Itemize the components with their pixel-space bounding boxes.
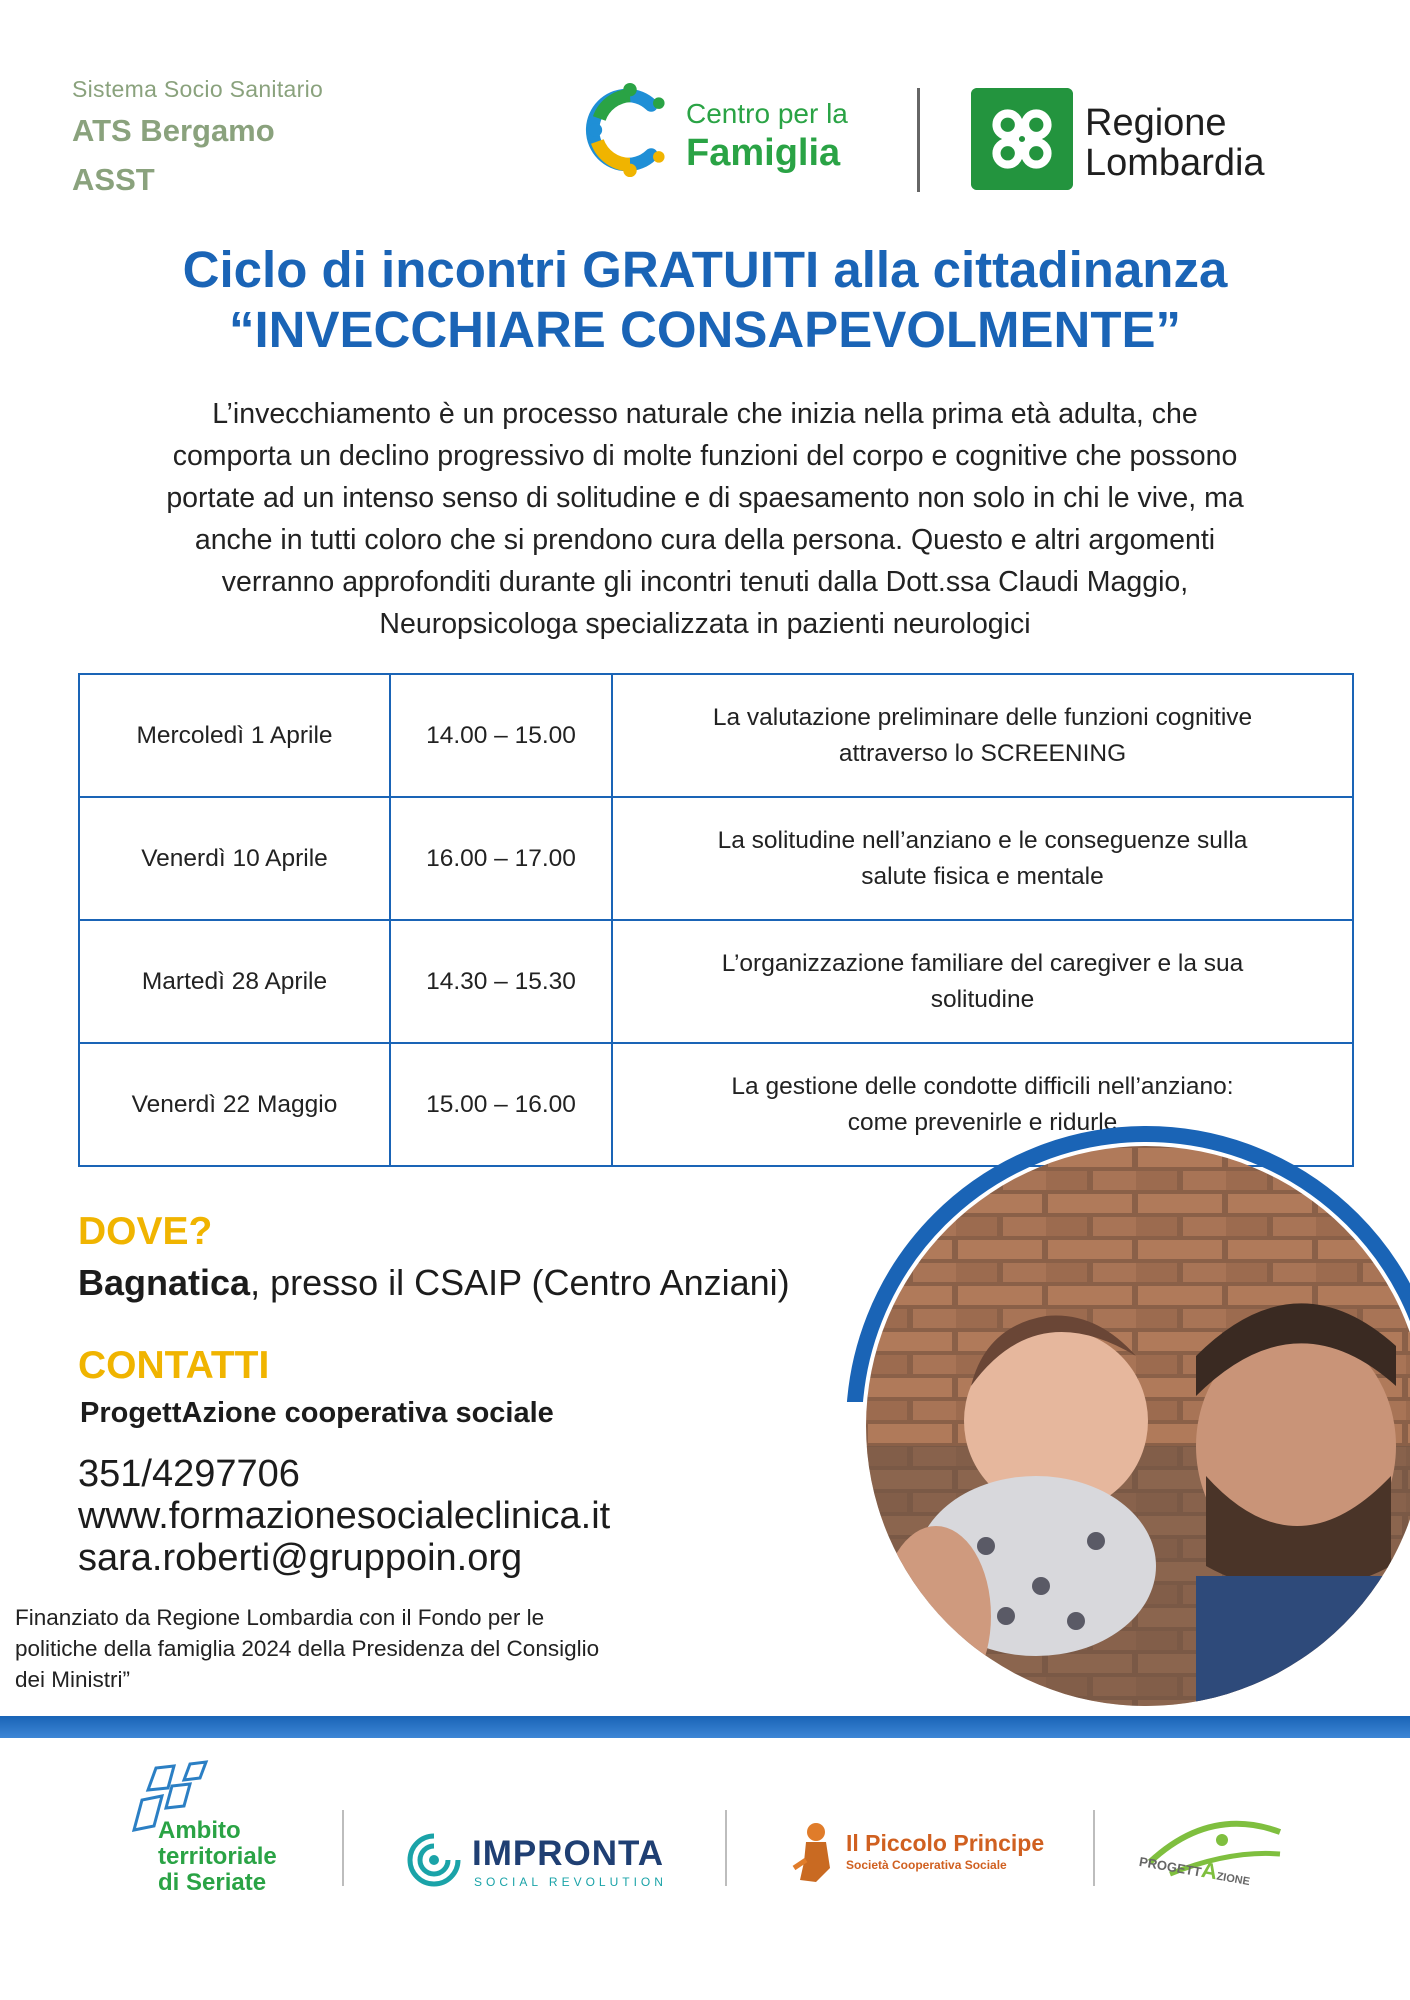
contatti-heading: CONTATTI [78, 1344, 270, 1387]
impronta-logo-icon [404, 1830, 464, 1890]
impronta-name: IMPRONTA [472, 1834, 665, 1873]
ats-line-2: ATS Bergamo [72, 113, 275, 148]
header-divider [917, 88, 920, 192]
funding-line-2: politiche della famiglia 2024 della Presidenza del Consiglio [15, 1636, 600, 1661]
schedule-table [78, 673, 1354, 1167]
session-date: Martedì 28 Aprile [79, 920, 390, 1043]
contact-phone[interactable]: 351/4297706 [78, 1453, 300, 1495]
centro-famiglia-wordmark [686, 100, 848, 172]
rl-line-1: Regione [1085, 102, 1227, 144]
session-date: Venerdì 22 Maggio [79, 1043, 390, 1166]
contact-details [78, 1453, 610, 1579]
funding-line-3: dei Ministri” [15, 1667, 131, 1692]
title-line-2: “INVECCHIARE CONSAPEVOLMENTE” [228, 301, 1182, 358]
ambito-line-1: Ambito [158, 1817, 241, 1844]
session-date: Venerdì 10 Aprile [79, 797, 390, 920]
piccolo-principe-logo-icon [786, 1818, 836, 1884]
session-topic [612, 797, 1353, 920]
topic-line-2: attraverso lo SCREENING [838, 739, 1127, 767]
table-row [79, 674, 1353, 797]
session-time: 16.00 – 17.00 [390, 797, 612, 920]
ats-bergamo-logo [72, 78, 323, 195]
topic-line-1: La solitudine nell’anziano e le conseguenze sulla [717, 826, 1248, 854]
ambito-line-2: territoriale [158, 1843, 277, 1870]
title-line-1: Ciclo di incontri GRATUITI alla cittadinanza [182, 241, 1228, 298]
page-title [0, 240, 1410, 360]
ambito-line-3: di Seriate [158, 1869, 267, 1896]
session-time: 15.00 – 16.00 [390, 1043, 612, 1166]
family-photo [866, 1146, 1410, 1706]
session-time: 14.30 – 15.30 [390, 920, 612, 1043]
ats-line-3: ASST [72, 162, 155, 197]
intro-line: anche in tutti coloro che si prendono cura della persona. Questo e altri argomenti [194, 524, 1216, 556]
progetta-part-1: PROGETT [1138, 1853, 1203, 1880]
topic-line-2: salute fisica e mentale [861, 862, 1104, 890]
piccolo-principe-name: Il Piccolo Principe [846, 1830, 1045, 1856]
dove-heading: DOVE? [78, 1210, 213, 1253]
table-row [79, 920, 1353, 1043]
topic-line-2: solitudine [930, 985, 1035, 1013]
contact-org: ProgettAzione cooperativa sociale [80, 1397, 554, 1429]
session-date: Mercoledì 1 Aprile [79, 674, 390, 797]
topic-line-1: L’organizzazione familiare del caregiver e la sua [721, 949, 1244, 977]
intro-paragraph [20, 393, 1390, 645]
table-row [79, 797, 1353, 920]
intro-line: portate ad un intenso senso di solitudine e di spaesamento non solo in chi le vive, ma [166, 482, 1244, 514]
centro-famiglia-logo-icon [582, 82, 678, 178]
regione-lombardia-rose-icon [971, 88, 1073, 190]
intro-line: verranno approfonditi durante gli incontri tenuti dalla Dott.ssa Claudi Maggio, [221, 566, 1189, 598]
progetta-part-3: ZIONE [1215, 1870, 1251, 1889]
progetta-part-2: A [1199, 1856, 1220, 1885]
funding-note [15, 1602, 735, 1695]
intro-line: Neuropsicologa specializzata in pazienti neurologici [379, 608, 1031, 640]
location-detail: , presso il CSAIP (Centro Anziani) [250, 1262, 790, 1303]
cpf-line-2: Famiglia [686, 132, 841, 174]
ambito-seriate-wordmark [158, 1818, 277, 1896]
topic-line-2: come prevenirle e ridurle [847, 1108, 1118, 1136]
rl-line-2: Lombardia [1085, 141, 1265, 184]
impronta-tagline: SOCIAL REVOLUTION [474, 1875, 667, 1889]
footer-divider [342, 1810, 344, 1886]
session-topic [612, 920, 1353, 1043]
location-text [78, 1262, 790, 1304]
location-town: Bagnatica [78, 1262, 251, 1303]
contact-email[interactable]: sara.roberti@gruppoin.org [78, 1537, 523, 1579]
funding-line-1: Finanziato da Regione Lombardia con il Fondo per le [15, 1605, 545, 1630]
contact-website[interactable]: www.formazionesocialeclinica.it [78, 1495, 611, 1537]
topic-line-1: La gestione delle condotte difficili nell’anziano: [731, 1072, 1234, 1100]
session-time: 14.00 – 15.00 [390, 674, 612, 797]
intro-line: L’invecchiamento è un processo naturale che inizia nella prima età adulta, che [212, 398, 1198, 430]
intro-line: comporta un declino progressivo di molte funzioni del corpo e cognitive che possono [172, 440, 1238, 472]
piccolo-principe-tagline: Società Cooperativa Sociale [846, 1858, 1007, 1872]
family-photo-illustration [866, 1146, 1410, 1706]
footer-divider [725, 1810, 727, 1886]
session-topic [612, 674, 1353, 797]
footer-band [0, 1716, 1410, 1738]
topic-line-1: La valutazione preliminare delle funzioni cognitive [712, 703, 1253, 731]
footer-divider [1093, 1810, 1095, 1886]
ats-line-1: Sistema Socio Sanitario [72, 76, 324, 102]
cpf-line-1: Centro per la [686, 98, 848, 129]
regione-lombardia-wordmark [1085, 104, 1265, 184]
